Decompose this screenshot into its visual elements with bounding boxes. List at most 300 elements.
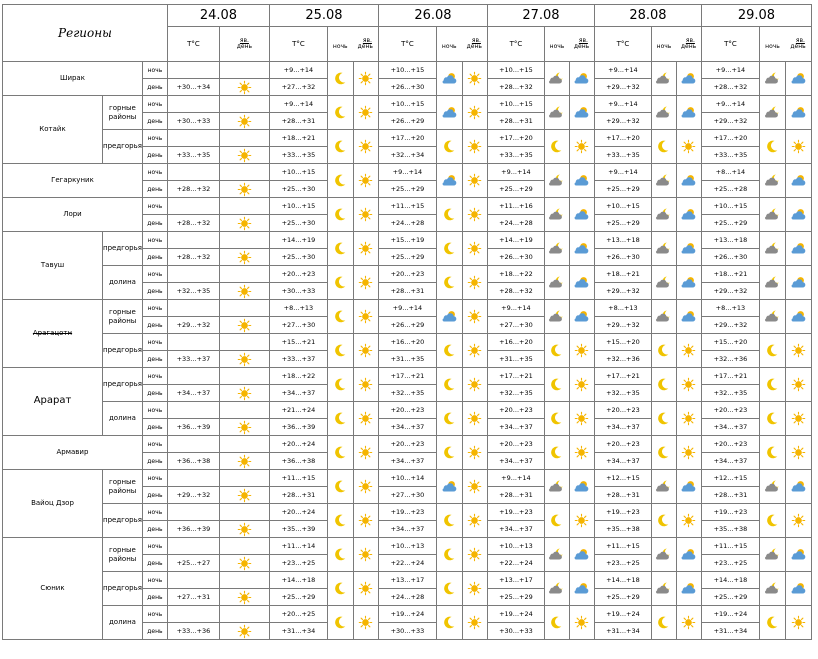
temperature-cell: +32...+34 xyxy=(378,147,436,164)
temperature-cell: +19...+23 xyxy=(487,504,544,521)
moon-icon xyxy=(652,377,676,392)
time-of-day-label: день xyxy=(142,589,167,606)
temperature-cell: +34...+37 xyxy=(378,419,436,436)
night-cloudy-icon xyxy=(545,581,569,596)
temperature-cell: +17...+20 xyxy=(594,130,651,147)
night-icon-cell xyxy=(327,62,353,96)
sun-icon xyxy=(463,343,487,358)
temperature-cell: +30...+34 xyxy=(167,79,219,96)
time-of-day-label: день xyxy=(142,623,167,640)
moon-icon xyxy=(437,377,462,392)
phenomena-icon-cell xyxy=(219,623,269,640)
day-icon-cell xyxy=(569,606,594,640)
forecast-row xyxy=(3,538,812,555)
partly-cloudy-icon xyxy=(570,173,594,188)
day-icon-cell xyxy=(676,62,701,96)
partly-cloudy-icon xyxy=(437,105,462,120)
night-icon-cell xyxy=(436,470,462,504)
day-icon-cell xyxy=(353,266,378,300)
temperature-cell: +9...+14 xyxy=(487,300,544,317)
temperature-cell: +30...+33 xyxy=(378,623,436,640)
night-icon-cell xyxy=(544,130,569,164)
moon-icon xyxy=(437,139,462,154)
temperature-cell: +32...+36 xyxy=(594,351,651,368)
temperature-cell: +27...+30 xyxy=(487,317,544,334)
sun-icon xyxy=(220,590,269,605)
night-icon-cell xyxy=(651,266,676,300)
temperature-cell: +18...+22 xyxy=(269,368,327,385)
day-icon-cell xyxy=(353,334,378,368)
night-icon-cell xyxy=(759,538,785,572)
temperature-cell: +23...+25 xyxy=(701,555,759,572)
temperature-cell: +29...+32 xyxy=(594,317,651,334)
moon-icon xyxy=(760,445,785,460)
night-icon-cell xyxy=(651,368,676,402)
temperature-cell: +15...+21 xyxy=(269,334,327,351)
day-icon-cell xyxy=(462,198,487,232)
day-icon-cell xyxy=(462,538,487,572)
temperature-cell: +26...+30 xyxy=(378,79,436,96)
partly-cloudy-icon xyxy=(570,207,594,222)
phenomena-icon-cell xyxy=(219,453,269,470)
day-icon-cell xyxy=(676,606,701,640)
temperature-cell: +36...+39 xyxy=(167,521,219,538)
night-icon-cell xyxy=(759,470,785,504)
sun-icon xyxy=(220,454,269,469)
sun-icon xyxy=(220,148,269,163)
subregion-name: долина xyxy=(103,402,143,436)
temperature-cell: +28...+31 xyxy=(487,487,544,504)
night-icon-cell xyxy=(651,164,676,198)
sun-icon xyxy=(354,173,378,188)
sun-icon xyxy=(570,513,594,528)
partly-cloudy-icon xyxy=(570,105,594,120)
night-cloudy-icon xyxy=(545,241,569,256)
temperature-cell: +35...+38 xyxy=(594,521,651,538)
region-name: Котайк xyxy=(3,96,103,164)
time-of-day-label: ночь xyxy=(142,266,167,283)
night-cloudy-icon xyxy=(760,105,785,120)
day-icon-cell xyxy=(676,300,701,334)
day-icon-cell xyxy=(569,232,594,266)
temperature-cell: +26...+29 xyxy=(378,113,436,130)
partly-cloudy-icon xyxy=(786,581,811,596)
temperature-cell: +20...+23 xyxy=(701,436,759,453)
temperature-cell: +11...+15 xyxy=(594,538,651,555)
regions-header xyxy=(3,5,168,62)
temperature-cell: +25...+29 xyxy=(594,181,651,198)
time-of-day-label: день xyxy=(142,249,167,266)
temperature-cell: +28...+32 xyxy=(487,283,544,300)
day-icon-cell xyxy=(676,436,701,470)
temperature-cell: +36...+39 xyxy=(167,419,219,436)
temperature-cell: +10...+15 xyxy=(269,198,327,215)
night-icon-cell xyxy=(759,572,785,606)
night-icon-cell xyxy=(759,62,785,96)
time-of-day-label: день xyxy=(142,521,167,538)
phenomena-label: яв. xyxy=(471,36,481,44)
subregion-name: долина xyxy=(103,606,143,640)
temperature-cell: +8...+13 xyxy=(594,300,651,317)
temp-column-header: T°C xyxy=(487,27,544,62)
phenomena-icon-cell xyxy=(219,419,269,436)
temperature-cell: +25...+29 xyxy=(594,215,651,232)
sun-icon xyxy=(786,377,811,392)
day-icon-cell xyxy=(569,164,594,198)
sun-icon xyxy=(570,343,594,358)
day-icon-cell xyxy=(676,368,701,402)
time-of-day-label: день xyxy=(142,317,167,334)
day-label: день xyxy=(357,43,373,50)
phenomena-label: яв. xyxy=(685,36,695,44)
time-of-day-label: ночь xyxy=(142,436,167,453)
temperature-cell: +34...+37 xyxy=(487,453,544,470)
temp-column-header: T°C xyxy=(269,27,327,62)
temperature-cell: +33...+35 xyxy=(487,147,544,164)
temperature-cell: +13...+17 xyxy=(378,572,436,589)
time-of-day-label: день xyxy=(142,283,167,300)
forecast-row xyxy=(3,436,812,453)
day-icon-cell xyxy=(462,436,487,470)
sun-icon xyxy=(354,615,378,630)
date-header-27: 27.08 xyxy=(487,5,594,27)
temperature-cell: +28...+32 xyxy=(167,215,219,232)
night-icon-cell xyxy=(651,470,676,504)
temperature-cell: +36...+38 xyxy=(269,453,327,470)
night-label: ночь xyxy=(441,43,457,50)
forecast-row xyxy=(3,232,812,249)
temperature-cell: +33...+35 xyxy=(701,147,759,164)
partly-cloudy-icon xyxy=(570,275,594,290)
night-icon-cell xyxy=(327,198,353,232)
day-icon-cell xyxy=(569,538,594,572)
night-icon-cell xyxy=(327,538,353,572)
night-cloudy-icon xyxy=(652,479,676,494)
temperature-cell: +34...+37 xyxy=(167,385,219,402)
time-of-day-label: ночь xyxy=(142,572,167,589)
day-icon-cell xyxy=(676,470,701,504)
phenomena-empty-cell xyxy=(219,198,269,215)
night-icon-cell xyxy=(544,606,569,640)
moon-icon xyxy=(328,207,353,222)
time-of-day-label: день xyxy=(142,147,167,164)
time-of-day-label: ночь xyxy=(142,402,167,419)
time-of-day-label: ночь xyxy=(142,538,167,555)
night-icon-cell xyxy=(759,266,785,300)
region-name: Ширак xyxy=(3,62,143,96)
temperature-cell: +24...+28 xyxy=(378,215,436,232)
day-icon-cell xyxy=(462,62,487,96)
moon-icon xyxy=(545,411,569,426)
temperature-cell: +28...+31 xyxy=(269,113,327,130)
temperature-cell: +18...+22 xyxy=(487,266,544,283)
subregion-name: предгорья xyxy=(103,368,143,402)
time-of-day-label: ночь xyxy=(142,334,167,351)
night-icon-cell xyxy=(544,266,569,300)
temperature-cell: +32...+35 xyxy=(167,283,219,300)
subregion-name: предгорья xyxy=(103,334,143,368)
temperature-cell: +29...+32 xyxy=(701,283,759,300)
night-icon-cell xyxy=(544,402,569,436)
day-icon-cell xyxy=(785,436,811,470)
temperature-cell: +34...+37 xyxy=(378,521,436,538)
region-name: Тавуш xyxy=(3,232,103,300)
sun-icon xyxy=(354,343,378,358)
night-icon-cell xyxy=(327,436,353,470)
sun-icon xyxy=(786,615,811,630)
phenomena-empty-cell xyxy=(219,164,269,181)
day-icon-cell xyxy=(785,334,811,368)
moon-icon xyxy=(328,343,353,358)
temperature-cell: +20...+23 xyxy=(701,402,759,419)
temperature-cell: +19...+23 xyxy=(594,504,651,521)
night-icon-cell xyxy=(327,96,353,130)
sun-icon xyxy=(677,615,701,630)
night-icon-cell xyxy=(436,266,462,300)
night-icon-cell xyxy=(544,436,569,470)
partly-cloudy-icon xyxy=(786,275,811,290)
day-icon-cell xyxy=(785,96,811,130)
temperature-cell: +28...+31 xyxy=(269,487,327,504)
moon-icon xyxy=(328,139,353,154)
temperature-cell: +25...+29 xyxy=(701,589,759,606)
day-icon-cell xyxy=(785,198,811,232)
day-icon-cell xyxy=(353,606,378,640)
forecast-row xyxy=(3,96,812,113)
sun-icon xyxy=(463,547,487,562)
subregion-name: предгорья xyxy=(103,232,143,266)
night-icon-cell xyxy=(327,164,353,198)
night-icon-cell xyxy=(544,504,569,538)
phenomena-icon-cell xyxy=(219,215,269,232)
day-label: день xyxy=(573,43,590,50)
temperature-cell: +18...+21 xyxy=(594,266,651,283)
moon-icon xyxy=(652,615,676,630)
moon-icon xyxy=(760,513,785,528)
temperature-cell: +28...+31 xyxy=(701,487,759,504)
night-cloudy-icon xyxy=(652,275,676,290)
temperature-cell: +20...+24 xyxy=(269,436,327,453)
day-icon-cell xyxy=(569,402,594,436)
day-icon-cell xyxy=(569,470,594,504)
temperature-cell: +10...+15 xyxy=(378,62,436,79)
moon-icon xyxy=(545,343,569,358)
temperature-cell: +25...+29 xyxy=(701,215,759,232)
sun-icon xyxy=(354,547,378,562)
temperature-cell: +28...+31 xyxy=(487,113,544,130)
sun-icon xyxy=(463,411,487,426)
sun-icon xyxy=(354,207,378,222)
temperature-cell: +26...+30 xyxy=(594,249,651,266)
phenomena-icon-cell xyxy=(219,521,269,538)
temperature-cell: +32...+35 xyxy=(701,385,759,402)
night-cloudy-icon xyxy=(652,241,676,256)
temperature-cell: +14...+19 xyxy=(487,232,544,249)
partly-cloudy-icon xyxy=(786,241,811,256)
temperature-cell: +30...+33 xyxy=(269,283,327,300)
night-icon-cell xyxy=(327,232,353,266)
temperature-cell xyxy=(167,572,219,589)
partly-cloudy-icon xyxy=(677,479,701,494)
forecast-row xyxy=(3,334,812,351)
night-cloudy-icon xyxy=(545,173,569,188)
day-icon-cell xyxy=(462,130,487,164)
sun-icon xyxy=(677,343,701,358)
partly-cloudy-icon xyxy=(786,173,811,188)
temperature-cell: +25...+30 xyxy=(269,181,327,198)
night-icon-cell xyxy=(544,572,569,606)
forecast-row xyxy=(3,470,812,487)
sun-icon xyxy=(677,445,701,460)
night-icon-cell xyxy=(436,538,462,572)
temperature-cell: +25...+29 xyxy=(378,181,436,198)
temperature-cell: +25...+29 xyxy=(269,589,327,606)
moon-icon xyxy=(328,105,353,120)
partly-cloudy-icon xyxy=(677,105,701,120)
temperature-cell: +9...+14 xyxy=(378,164,436,181)
moon-icon xyxy=(437,581,462,596)
partly-cloudy-icon xyxy=(570,581,594,596)
temperature-cell: +10...+14 xyxy=(378,470,436,487)
night-icon-cell xyxy=(327,266,353,300)
temperature-cell: +20...+24 xyxy=(269,504,327,521)
partly-cloudy-icon xyxy=(786,71,811,86)
phenomena-empty-cell xyxy=(219,130,269,147)
temperature-cell: +13...+18 xyxy=(701,232,759,249)
night-icon-cell xyxy=(651,130,676,164)
day-label: день xyxy=(466,43,482,50)
temperature-cell: +29...+32 xyxy=(594,113,651,130)
temperature-cell: +33...+37 xyxy=(269,351,327,368)
moon-icon xyxy=(652,513,676,528)
night-icon-cell xyxy=(436,368,462,402)
time-of-day-label: ночь xyxy=(142,368,167,385)
time-of-day-label: день xyxy=(142,351,167,368)
sun-icon xyxy=(463,105,487,120)
night-label: ночь xyxy=(765,43,780,50)
temperature-cell: +29...+32 xyxy=(701,113,759,130)
day-icon-cell xyxy=(785,368,811,402)
phenomena-header xyxy=(436,27,487,62)
moon-icon xyxy=(437,207,462,222)
day-icon-cell xyxy=(462,334,487,368)
sun-icon xyxy=(463,581,487,596)
temperature-cell: +17...+20 xyxy=(701,130,759,147)
night-icon-cell xyxy=(327,300,353,334)
partly-cloudy-icon xyxy=(786,309,811,324)
region-name: Сюник xyxy=(3,538,103,640)
forecast-row xyxy=(3,368,812,385)
temperature-cell: +34...+37 xyxy=(378,453,436,470)
time-of-day-label: ночь xyxy=(142,62,167,79)
day-icon-cell xyxy=(353,62,378,96)
night-icon-cell xyxy=(759,368,785,402)
temperature-cell xyxy=(167,96,219,113)
day-icon-cell xyxy=(676,198,701,232)
subregion-name: горные районы xyxy=(103,470,143,504)
sun-icon xyxy=(463,275,487,290)
temperature-cell: +18...+21 xyxy=(269,130,327,147)
temperature-cell: +12...+15 xyxy=(594,470,651,487)
forecast-table xyxy=(2,4,812,640)
day-icon-cell xyxy=(785,130,811,164)
time-of-day-label: день xyxy=(142,453,167,470)
night-day-labels xyxy=(437,44,487,50)
partly-cloudy-icon xyxy=(677,207,701,222)
partly-cloudy-icon xyxy=(677,241,701,256)
phenomena-empty-cell xyxy=(219,62,269,79)
moon-icon xyxy=(437,241,462,256)
temperature-cell: +36...+38 xyxy=(167,453,219,470)
time-of-day-label: день xyxy=(142,79,167,96)
day-icon-cell xyxy=(462,402,487,436)
phenomena-empty-cell xyxy=(219,300,269,317)
temperature-cell: +35...+39 xyxy=(269,521,327,538)
night-icon-cell xyxy=(759,436,785,470)
temperature-cell: +21...+24 xyxy=(269,402,327,419)
sun-icon xyxy=(220,386,269,401)
temperature-cell: +20...+23 xyxy=(594,436,651,453)
night-icon-cell xyxy=(651,198,676,232)
day-icon-cell xyxy=(353,198,378,232)
temperature-cell xyxy=(167,130,219,147)
temperature-cell: +25...+28 xyxy=(701,181,759,198)
night-cloudy-icon xyxy=(545,207,569,222)
night-cloudy-icon xyxy=(652,105,676,120)
moon-icon xyxy=(328,71,353,86)
sun-icon xyxy=(570,139,594,154)
night-icon-cell xyxy=(436,232,462,266)
temperature-cell: +29...+32 xyxy=(167,317,219,334)
day-icon-cell xyxy=(353,96,378,130)
day-label: день xyxy=(790,43,806,50)
sun-icon xyxy=(220,284,269,299)
night-cloudy-icon xyxy=(760,71,785,86)
temperature-cell: +25...+27 xyxy=(167,555,219,572)
night-cloudy-icon xyxy=(652,309,676,324)
temperature-cell: +25...+29 xyxy=(594,589,651,606)
temperature-cell: +11...+15 xyxy=(378,198,436,215)
sun-icon xyxy=(220,182,269,197)
sun-icon xyxy=(463,445,487,460)
phenomena-icon-cell xyxy=(219,283,269,300)
day-icon-cell xyxy=(462,266,487,300)
sun-icon xyxy=(354,513,378,528)
temperature-cell: +9...+14 xyxy=(487,470,544,487)
sun-icon xyxy=(786,513,811,528)
day-icon-cell xyxy=(785,504,811,538)
temperature-cell: +23...+25 xyxy=(594,555,651,572)
temperature-cell: +22...+24 xyxy=(487,555,544,572)
day-icon-cell xyxy=(353,130,378,164)
temperature-cell: +31...+35 xyxy=(378,351,436,368)
time-of-day-label: ночь xyxy=(142,96,167,113)
temperature-cell: +9...+14 xyxy=(594,164,651,181)
partly-cloudy-icon xyxy=(786,105,811,120)
time-of-day-label: день xyxy=(142,487,167,504)
time-of-day-label: ночь xyxy=(142,470,167,487)
partly-cloudy-icon xyxy=(677,173,701,188)
sun-icon xyxy=(220,318,269,333)
phenomena-label: яв. xyxy=(795,36,805,44)
day-icon-cell xyxy=(676,96,701,130)
temperature-cell: +34...+37 xyxy=(594,419,651,436)
day-icon-cell xyxy=(676,504,701,538)
night-cloudy-icon xyxy=(652,71,676,86)
temp-column-header: T°C xyxy=(701,27,759,62)
region-name: Арагацотн xyxy=(3,300,103,368)
night-icon-cell xyxy=(327,130,353,164)
